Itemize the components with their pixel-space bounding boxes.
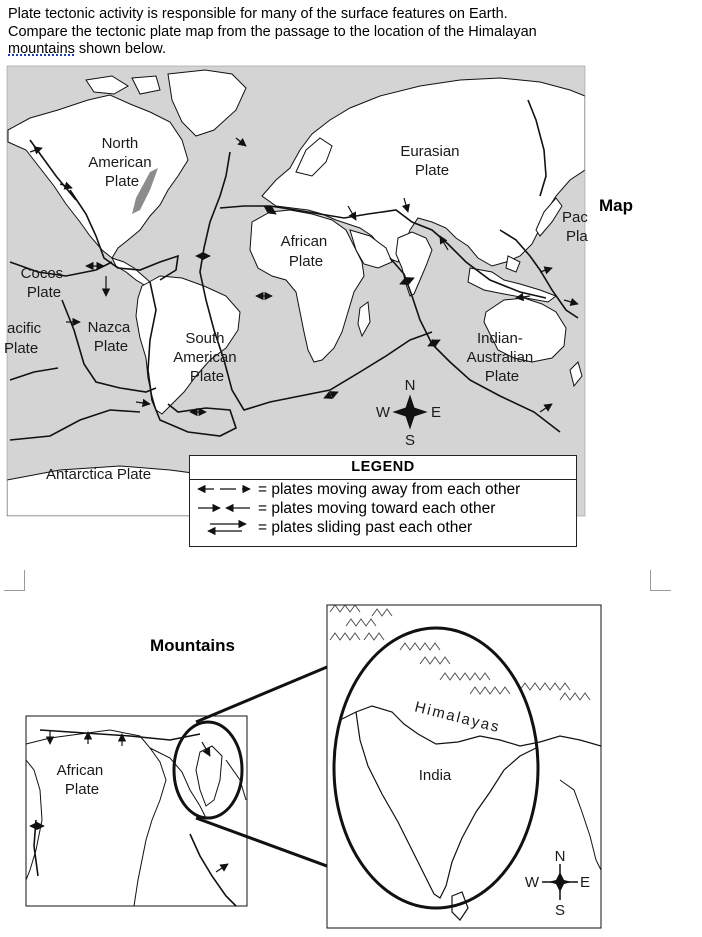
diverging-arrows-icon <box>196 482 252 496</box>
sliding-arrows-icon <box>196 520 252 536</box>
legend-label-diverging: = plates moving away from each other <box>258 481 521 498</box>
converging-arrows-icon <box>196 501 252 515</box>
legend-label-transform: = plates sliding past each other <box>258 519 473 536</box>
legend-title: LEGEND <box>190 456 576 480</box>
label-eurasian-plate: Eurasian Plate <box>400 143 460 179</box>
label-india: India <box>418 767 452 784</box>
label-pacific-plate-right: Pac Pla <box>562 209 588 245</box>
label-nazca-plate: Nazca Plate <box>87 319 131 355</box>
compass-w-india: W <box>524 874 540 891</box>
inset-map-india <box>327 605 601 928</box>
world-map <box>4 66 592 516</box>
map-side-label: Map <box>599 196 633 215</box>
intro-line-1: Plate tectonic activity is responsible for many of the surface features on Earth. <box>8 6 508 22</box>
mountains-side-label: Mountains <box>150 636 235 655</box>
mountains-link[interactable]: mountains <box>8 41 75 57</box>
compass-e-india: E <box>579 874 591 891</box>
intro-line-3-rest: shown below. <box>74 41 166 57</box>
intro-line-2: Compare the tectonic plate map from the passage to the location of the Himalayan <box>8 23 537 40</box>
label-south-american-plate: South American Plate <box>173 330 237 385</box>
legend <box>189 455 577 547</box>
label-african-plate: African Plate <box>280 233 328 270</box>
compass-w: W <box>375 404 391 421</box>
label-pacific-plate-left: acific Plate <box>4 320 42 357</box>
label-cocos-plate: Cocos Plate <box>20 265 64 301</box>
corner-mark-right <box>650 570 671 591</box>
label-african-plate-inset: African Plate <box>56 762 104 798</box>
legend-row-diverging <box>190 480 576 499</box>
legend-label-converging: = plates moving toward each other <box>258 500 496 517</box>
compass-e: E <box>430 404 442 421</box>
corner-mark-left <box>4 570 25 591</box>
label-himalayas: Himalayas <box>412 698 503 737</box>
label-indian-australian-plate: Indian- Australian Plate <box>466 330 534 385</box>
label-antarctica-plate: Antarctica Plate <box>46 466 152 483</box>
compass-n: N <box>404 377 416 394</box>
label-north-american-plate: North American Plate <box>88 135 152 190</box>
legend-row-transform <box>190 518 576 537</box>
legend-row-converging <box>190 499 576 518</box>
compass-n-india: N <box>554 848 566 865</box>
compass-s-india: S <box>554 902 566 919</box>
compass-s: S <box>404 432 416 449</box>
